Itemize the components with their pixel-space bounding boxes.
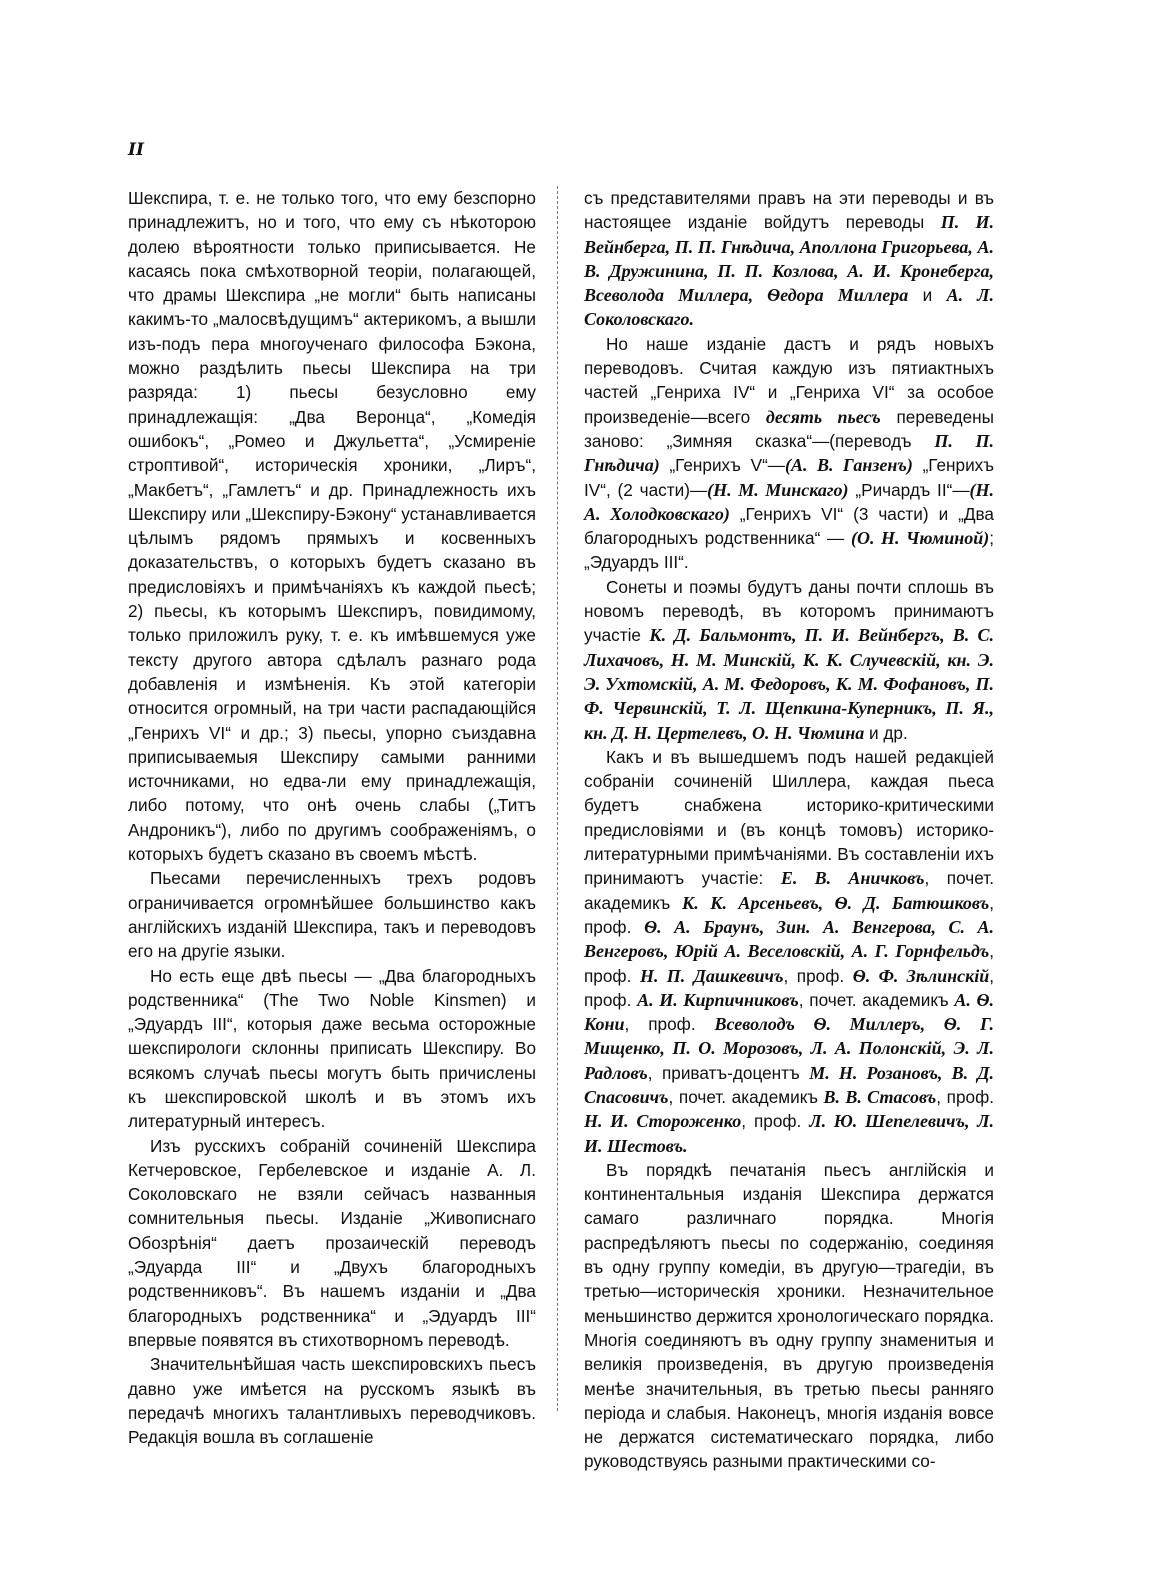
paragraph: Какъ и въ вышедшемъ подъ нашей редакціей собраніи сочиненій Шиллера, каждая пьеса будетъ снабжена историко-критическими предисловіями и (въ концѣ томовъ) историко-литературными примѣчаніями. Въ составленіи ихъ принимаютъ участіе: Е. В. Аничковъ, почет. академикъ К. К. Арсеньевъ, Ѳ. Д. Батюшковъ, проф. Ѳ. А. Браунъ, Зин. А. Венгерова, С. А. Венгеровъ, Юрій А. Веселовскій, А. Г. Горнфельдъ, проф. Н. П. Дашкевичъ, проф. Ѳ. Ф. Зѣлинскій, проф. А. И. Кирпичниковъ, почет. академикъ А. Ѳ. Кони, проф. Всеволодъ Ѳ. Миллеръ, Ѳ. Г. Мищенко, П. О. Морозовъ, Л. А. Полонскій, Э. Л. Радловъ, приватъ-доцентъ М. Н. Розановъ, В. Д. Спасовичъ, почет. академикъ В. В. Стасовъ, проф. Н. И. Стороженко, проф. Л. Ю. Шепелевичъ, Л. И. Шестовъ. [584,746,995,1156]
contributor-name: А. Ѳ. Кони [584,989,994,1035]
translator-name: П. П. Гнѣдича) [584,430,994,476]
contributor-name: Всеволодъ Ѳ. Миллеръ, Ѳ. Г. Мищенко, П. О. Морозовъ, Л. А. Полонскій, Э. Л. Радловъ [584,1014,994,1083]
contributor-name: В. В. Стасовъ [823,1086,937,1107]
page-number: II [128,140,144,160]
translator-name: (О. Н. Чюминой) [851,528,990,549]
paragraph: Но наше изданіе дастъ и рядъ новыхъ переводовъ. Считая каждую изъ пятиактныхъ частей „Генриха IV“ и „Генриха VI“ за особое произведеніе—всего десять пьесъ переведены заново: „Зимняя сказка“—(переводъ П. П. Гнѣдича) „Генрихъ V“—(А. В. Ганзенъ) „Генрихъ IV“, (2 части)—(Н. М. Минскаго) „Ричардъ II“—(Н. А. Холодковскаго) „Генрихъ VI“ (3 части) и „Два благородныхъ родственника“ — (О. Н. Чюминой); „Эдуардъ III“. [584,333,995,573]
paragraph: Шекспира, т. е. не только того, что ему безспорно принадлежитъ, но и того, что ему съ нѣкоторою долею вѣроятности только приписывается. Не касаясь пока смѣхотворной теоріи, полагающей, что драмы Шекспира „не могли“ быть написаны какимъ-то „малосвѣдущимъ“ актерикомъ, а вышли изъ-подъ пера многоученаго философа Бэкона, можно раздѣлить пьесы Шекспира на три разряда: 1) пьесы безусловно ему принадлежащія: „Два Веронца“, „Комедія ошибокъ“, „Ромео и Джульетта“, „Усмиреніе строптивой“, историческія хроники, „Лиръ“, „Макбетъ“, „Гамлетъ“ и др. Принадлежность ихъ Шекспиру или „Шекспиру-Бэкону“ устанавливается цѣлымъ рядомъ прямыхъ и косвенныхъ доказательствъ, о которыхъ будетъ сказано въ предисловіяхъ и примѣчаніяхъ къ каждой пьесѣ; 2) пьесы, къ которымъ Шекспиръ, повидимому, только приложилъ руку, т. е. къ имѣвшемуся уже тексту другого автора сдѣлалъ разнаго рода добавленія и измѣненія. Къ этой категоріи относится огромный, на три части распадающійся „Генрихъ VI“ и др.; 3) пьесы, упорно съиздавна приписываемыя Шекспиру самыми ранними источниками, но едва-ли ему принадлежащія, либо потому, что онѣ очень слабы („Титъ Андроникъ“), либо по другимъ соображеніямъ, о которыхъ будетъ сказано въ своемъ мѣстѣ. [128,188,536,865]
paragraph: Сонеты и поэмы будутъ даны почти сплошь въ новомъ переводѣ, въ которомъ принимаютъ участіе К. Д. Бальмонтъ, П. И. Вейнбергъ, В. С. Лихачовъ, Н. М. Минскій, К. К. Случевскій, кн. Э. Э. Ухтомскій, А. М. Федоровъ, К. М. Фофановъ, П. Ф. Червинскій, Т. Л. Щепкина-Куперникъ, П. Я., кн. Д. Н. Цертелевъ, О. Н. Чюмина и др. [584,576,994,743]
contributor-name: Ѳ. А. Браунъ, Зин. А. Венгерова, С. А. Венгеровъ, Юрій А. Веселовскій, А. Г. Горнфельдъ [584,916,994,962]
paragraph: Но есть еще двѣ пьесы — „Два благородныхъ родственника“ (The Two Noble Kinsmen) и „Эдуардъ III“, которыя даже весьма осторожные шекспирологи склонны приписать Шекспиру. Во всякомъ случаѣ пьесы могутъ быть причислены къ шекспировской школѣ и въ этомъ ихъ литературный интересъ. [128,965,536,1132]
contributor-name: М. Н. Розановъ, В. Д. Спасовичъ [584,1062,995,1107]
contributor-name: Е. В. Аничковъ [780,868,925,889]
contributor-name: К. К. Арсеньевъ, Ѳ. Д. Батюшковъ [682,892,990,913]
right-column [584,186,994,1474]
contributor-name: Ѳ. Ф. Зѣлинскій [852,965,990,986]
translator-name: (А. В. Ганзенъ) [785,455,913,476]
contributor-name: Н. П. Дашкевичъ [639,965,784,986]
emphasis: десять пьесъ [765,406,881,427]
paragraph: Изъ русскихъ собраній сочиненій Шекспира Кетчеровское, Гербелевское и изданіе А. Л. Соколовскаго не взяли сейчасъ названныя сомнительныя пьесы. Изданіе „Живописнаго Обозрѣнія“ даетъ прозаическій переводъ „Эдуарда III“ и „Двухъ благородныхъ родственниковъ“. Въ нашемъ изданіи и „Два благородныхъ родственника“ и „Эдуардъ III“ впервые появятся въ стихотворномъ переводѣ. [128,1135,536,1350]
translator-names: П. И. Вейнберга, П. П. Гнѣдича, Аполлона Григорьева, А. В. Дружинина, П. П. Козлова, А. И. Кронеберга, Всеволода Миллера, Ѳедора Миллера [584,212,994,306]
paragraph: Значительнѣйшая часть шекспировскихъ пьесъ давно уже имѣется на русскомъ языкѣ въ передачѣ многихъ талантливыхъ переводчиковъ. Редакція вошла въ соглашеніе [128,1354,536,1448]
paragraph: съ представителями правъ на эти переводы и въ настоящее изданіе войдутъ переводы П. И. Вейнберга, П. П. Гнѣдича, Аполлона Григорьева, А. В. Дружинина, П. П. Козлова, А. И. Кронеберга, Всеволода Миллера, Ѳедора Миллера и А. Л. Соколовскаго. [584,188,995,330]
contributor-name: Н. И. Стороженко [584,1111,742,1132]
left-column [128,186,536,1449]
contributor-name: Л. Ю. Шепелевичъ, Л. И. Шестовъ. [584,1111,995,1156]
paragraph: Въ порядкѣ печатанія пьесъ англійскія и континентальныя изданія Шекспира держатся самаго различнаго порядка. Многія распредѣляютъ пьесы по содержанію, соединяя въ одну группу комедіи, въ другую—трагедіи, въ третью—историческія хроники. Незначительное меньшинство держится хронологическаго порядка. Многія соединяютъ въ одну группу знаменитыя и великія произведенія, въ другую произведенія менѣе значительныя, въ третью пьесы ранняго періода и слабыя. Наконецъ, многія изданія вовсе не держатся систематическаго порядка, либо руководствуясь разными практическими со- [584,1159,994,1472]
contributor-name: А. И. Кирпичниковъ [637,989,799,1010]
column-divider [557,186,558,1411]
translator-name: А. Л. Соколовскаго. [584,285,995,330]
translator-names: К. Д. Бальмонтъ, П. И. Вейнбергъ, В. С. Лихачовъ, Н. М. Минскій, К. К. Случевскій, кн. Э. Э. Ухтомскій, А. М. Федоровъ, К. М. Фофановъ, П. Ф. Червинскій, Т. Л. Щепкина-Куперникъ, П. Я., кн. Д. Н. Цертелевъ, О. Н. Чюмина [584,625,994,743]
paragraph: Пьесами перечисленныхъ трехъ родовъ ограничивается огромнѣйшее большинство какъ англійскихъ изданій Шекспира, такъ и переводовъ его на другіе языки. [128,868,536,962]
translator-name: (Н. А. Холодковскаго) [584,479,995,524]
translator-name: (Н. М. Минскаго) [707,479,849,500]
